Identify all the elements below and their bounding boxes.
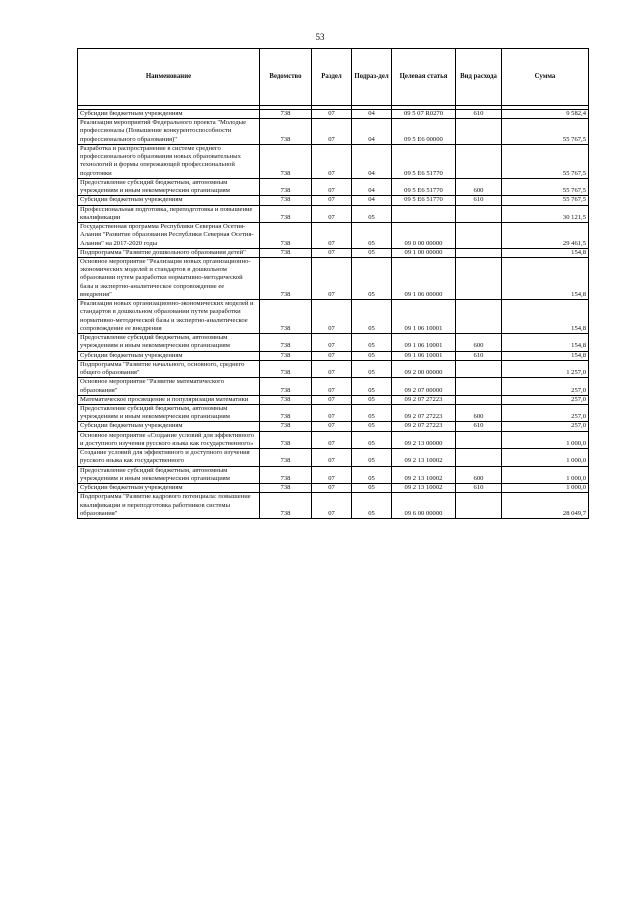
row-subsection: 05 <box>352 205 392 222</box>
row-expense-type: 610 <box>456 196 502 205</box>
row-section: 07 <box>312 493 352 519</box>
row-expense-type: 610 <box>456 110 502 119</box>
row-subsection: 05 <box>352 248 392 257</box>
table-row <box>78 449 589 466</box>
row-subsection: 04 <box>352 110 392 119</box>
row-expense-type <box>456 248 502 257</box>
row-name: Основное мероприятие "Развитие математического образования" <box>78 378 260 395</box>
row-section: 07 <box>312 300 352 334</box>
row-department: 738 <box>260 223 312 249</box>
row-department: 738 <box>260 205 312 222</box>
row-expense-type: 610 <box>456 351 502 360</box>
row-subsection: 04 <box>352 144 392 178</box>
row-target <box>392 205 456 222</box>
table-row <box>78 351 589 360</box>
row-name: Субсидии бюджетным учреждениям <box>78 351 260 360</box>
row-target: 09 1 00 00000 <box>392 248 456 257</box>
row-section: 07 <box>312 449 352 466</box>
row-section: 07 <box>312 334 352 351</box>
table-row <box>78 493 589 519</box>
row-department: 738 <box>260 404 312 421</box>
row-name: Субсидии бюджетным учреждениям <box>78 422 260 431</box>
row-target: 09 2 07 27223 <box>392 422 456 431</box>
row-department: 738 <box>260 493 312 519</box>
row-subsection: 05 <box>352 431 392 448</box>
row-department: 738 <box>260 466 312 483</box>
row-name: Субсидии бюджетным учреждениям <box>78 110 260 119</box>
table-row <box>78 196 589 205</box>
header-subsection: Подраз-дел <box>352 49 392 106</box>
row-name: Предоставление субсидий бюджетным, автономным учреждениям и иным некоммерческим организациям <box>78 404 260 421</box>
row-amount: 1 000,0 <box>502 484 589 493</box>
row-subsection: 05 <box>352 360 392 377</box>
row-amount: 1 000,0 <box>502 449 589 466</box>
row-department: 738 <box>260 110 312 119</box>
row-target: 09 2 07 27223 <box>392 404 456 421</box>
row-target: 09 2 13 00000 <box>392 431 456 448</box>
table-row <box>78 119 589 145</box>
row-subsection: 05 <box>352 334 392 351</box>
row-amount: 30 121,5 <box>502 205 589 222</box>
table-row <box>78 110 589 119</box>
row-department: 738 <box>260 178 312 195</box>
row-target: 09 1 06 10001 <box>392 351 456 360</box>
row-department: 738 <box>260 378 312 395</box>
header-expense-type: Вид расхода <box>456 49 502 106</box>
row-name: Математическое просвещение и популяризация математики <box>78 395 260 404</box>
row-department: 738 <box>260 351 312 360</box>
row-amount: 154,8 <box>502 334 589 351</box>
row-department: 738 <box>260 449 312 466</box>
row-expense-type: 610 <box>456 484 502 493</box>
row-subsection: 04 <box>352 119 392 145</box>
row-name: Основное мероприятие «Создание условий для эффективного и доступного изучения русского языка как государственного» <box>78 431 260 448</box>
row-name: Предоставление субсидий бюджетным, автономным учреждениям и иным некоммерческим организациям <box>78 178 260 195</box>
row-section: 07 <box>312 404 352 421</box>
row-name: Предоставление субсидий бюджетным, автономным учреждениям и иным некоммерческим организациям <box>78 334 260 351</box>
row-department: 738 <box>260 196 312 205</box>
row-target: 09 5 E6 51770 <box>392 178 456 195</box>
row-section: 07 <box>312 378 352 395</box>
row-name: Государственная программа Республики Северная Осетия-Алания "Развитие образования Республики Северная Осетия-Алания" на 2017-2020 годы <box>78 223 260 249</box>
row-target: 09 2 13 10002 <box>392 466 456 483</box>
row-amount: 257,0 <box>502 395 589 404</box>
table-body <box>78 106 589 519</box>
row-section: 07 <box>312 466 352 483</box>
row-amount: 154,8 <box>502 351 589 360</box>
row-expense-type <box>456 119 502 145</box>
row-amount: 55 767,5 <box>502 178 589 195</box>
row-department: 738 <box>260 360 312 377</box>
row-expense-type <box>456 300 502 334</box>
row-amount: 55 767,5 <box>502 119 589 145</box>
table-row <box>78 404 589 421</box>
row-name: Предоставление субсидий бюджетным, автономным учреждениям и иным некоммерческим организациям <box>78 466 260 483</box>
row-amount: 257,0 <box>502 404 589 421</box>
row-section: 07 <box>312 110 352 119</box>
row-expense-type: 600 <box>456 178 502 195</box>
row-section: 07 <box>312 484 352 493</box>
header-target: Целевая статья <box>392 49 456 106</box>
row-section: 07 <box>312 351 352 360</box>
row-expense-type <box>456 205 502 222</box>
row-expense-type: 600 <box>456 334 502 351</box>
row-subsection: 05 <box>352 404 392 421</box>
row-subsection: 05 <box>352 422 392 431</box>
row-section: 07 <box>312 360 352 377</box>
row-department: 738 <box>260 484 312 493</box>
row-subsection: 04 <box>352 196 392 205</box>
header-amount: Сумма <box>502 49 589 106</box>
row-target: 09 1 06 10001 <box>392 300 456 334</box>
row-expense-type: 600 <box>456 404 502 421</box>
header-section: Раздел <box>312 49 352 106</box>
row-subsection: 05 <box>352 300 392 334</box>
table-row <box>78 334 589 351</box>
row-subsection: 05 <box>352 223 392 249</box>
row-name: Реализация новых организационно-экономических моделей и стандартов в дошкольном образовании путем разработки нормативно-методической базы и экспертно-аналитическое сопровождение ее внедрения <box>78 300 260 334</box>
row-department: 738 <box>260 422 312 431</box>
row-target: 09 1 06 10001 <box>392 334 456 351</box>
row-subsection: 05 <box>352 351 392 360</box>
row-name: Основное мероприятие "Реализация новых организационно-экономических моделей и стандартов в дошкольном образовании путем разработки нормативно-методической базы и экспертно-аналитическое сопровождение ее внедрения" <box>78 257 260 299</box>
row-subsection: 05 <box>352 493 392 519</box>
table-row <box>78 395 589 404</box>
row-department: 738 <box>260 144 312 178</box>
row-name: Реализация мероприятий Федерального проекта "Молодые профессионалы (Повышение конкурентоспособности профессионального образования)" <box>78 119 260 145</box>
row-section: 07 <box>312 248 352 257</box>
row-department: 738 <box>260 300 312 334</box>
table-header-row <box>78 49 589 106</box>
row-section: 07 <box>312 422 352 431</box>
row-amount: 154,8 <box>502 257 589 299</box>
table-row <box>78 466 589 483</box>
row-section: 07 <box>312 178 352 195</box>
page-number: 53 <box>315 32 325 42</box>
row-amount: 154,8 <box>502 248 589 257</box>
row-amount: 55 767,5 <box>502 144 589 178</box>
table-row <box>78 431 589 448</box>
row-amount: 1 257,0 <box>502 360 589 377</box>
row-subsection: 04 <box>352 178 392 195</box>
row-name: Подпрограмма "Развитие дошкольного образования детей" <box>78 248 260 257</box>
row-target: 09 2 00 00000 <box>392 360 456 377</box>
row-section: 07 <box>312 431 352 448</box>
row-subsection: 05 <box>352 378 392 395</box>
table-row <box>78 223 589 249</box>
row-department: 738 <box>260 257 312 299</box>
row-name: Субсидии бюджетным учреждениям <box>78 196 260 205</box>
table-row <box>78 205 589 222</box>
row-expense-type <box>456 449 502 466</box>
row-section: 07 <box>312 223 352 249</box>
row-amount: 55 767,5 <box>502 196 589 205</box>
row-amount: 257,0 <box>502 422 589 431</box>
row-section: 07 <box>312 395 352 404</box>
row-target: 09 0 00 00000 <box>392 223 456 249</box>
row-expense-type <box>456 395 502 404</box>
row-target: 09 2 13 10002 <box>392 449 456 466</box>
row-expense-type <box>456 378 502 395</box>
header-name: Наименование <box>78 49 260 106</box>
row-department: 738 <box>260 431 312 448</box>
header-department: Ведомство <box>260 49 312 106</box>
row-target: 09 5 07 R0270 <box>392 110 456 119</box>
row-name: Разработка и распространение в системе среднего профессионального образования новых образовательных технологий и формы опережающей профессиональной подготовки <box>78 144 260 178</box>
table-row <box>78 360 589 377</box>
row-expense-type: 600 <box>456 466 502 483</box>
row-department: 738 <box>260 119 312 145</box>
row-expense-type <box>456 493 502 519</box>
row-name: Создание условий для эффективного и доступного изучения русского языка как государственного <box>78 449 260 466</box>
row-section: 07 <box>312 205 352 222</box>
row-amount: 28 049,7 <box>502 493 589 519</box>
row-section: 07 <box>312 257 352 299</box>
row-expense-type: 610 <box>456 422 502 431</box>
row-subsection: 05 <box>352 257 392 299</box>
row-amount: 29 461,5 <box>502 223 589 249</box>
row-name: Подпрограмма "Развитие кадрового потенциала: повышение квалификации и переподготовка работников системы образования" <box>78 493 260 519</box>
row-expense-type <box>456 223 502 249</box>
table-row <box>78 248 589 257</box>
table-row <box>78 144 589 178</box>
row-target: 09 2 13 10002 <box>392 484 456 493</box>
row-amount: 9 582,4 <box>502 110 589 119</box>
row-name: Подпрограмма "Развитие начального, основного, среднего общего образования" <box>78 360 260 377</box>
row-target: 09 2 07 00000 <box>392 378 456 395</box>
row-name: Субсидии бюджетным учреждениям <box>78 484 260 493</box>
table-row <box>78 257 589 299</box>
table-row <box>78 300 589 334</box>
row-target: 09 5 E6 51770 <box>392 196 456 205</box>
row-target: 09 1 06 00000 <box>392 257 456 299</box>
row-expense-type <box>456 431 502 448</box>
row-expense-type <box>456 360 502 377</box>
budget-table <box>77 48 589 519</box>
row-subsection: 05 <box>352 449 392 466</box>
row-expense-type <box>456 257 502 299</box>
table-row <box>78 422 589 431</box>
row-expense-type <box>456 144 502 178</box>
row-target: 09 5 E6 51770 <box>392 144 456 178</box>
table-row <box>78 178 589 195</box>
row-amount: 1 000,0 <box>502 431 589 448</box>
row-amount: 154,8 <box>502 300 589 334</box>
row-amount: 1 000,0 <box>502 466 589 483</box>
row-target: 09 6 00 00000 <box>392 493 456 519</box>
row-name: Профессиональная подготовка, переподготовка и повышение квалификации <box>78 205 260 222</box>
row-section: 07 <box>312 119 352 145</box>
table-row <box>78 378 589 395</box>
row-department: 738 <box>260 334 312 351</box>
row-section: 07 <box>312 144 352 178</box>
row-department: 738 <box>260 395 312 404</box>
table-row <box>78 484 589 493</box>
row-target: 09 2 07 27223 <box>392 395 456 404</box>
row-department: 738 <box>260 248 312 257</box>
row-subsection: 05 <box>352 466 392 483</box>
row-target: 09 5 E6 00000 <box>392 119 456 145</box>
row-subsection: 05 <box>352 484 392 493</box>
row-subsection: 05 <box>352 395 392 404</box>
row-amount: 257,0 <box>502 378 589 395</box>
row-section: 07 <box>312 196 352 205</box>
